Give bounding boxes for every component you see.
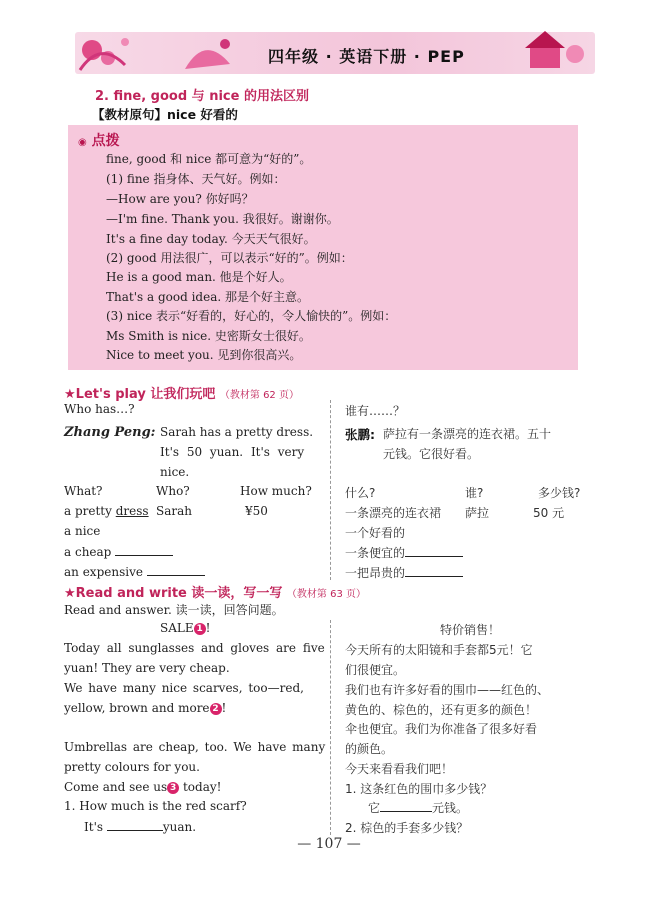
letsplay-heading: ★Let's play 让我们玩吧 （教材第 62 页） [64,387,299,402]
answer-blank[interactable] [115,544,173,556]
marker-1-icon: 1 [194,623,206,635]
passage-line: Umbrellas are cheap, too. We have many [64,740,326,754]
answer-blank[interactable] [147,564,205,576]
house-decoration-icon [510,26,590,76]
tip-line: It's a fine day today. 今天天气很好。 [106,232,316,246]
tip-line: (3) nice 表示“好看的，好心的，令人愉快的”。例如： [106,309,397,323]
col-header-what-cn: 什么? [345,486,376,500]
dialogue-line: It's 50 yuan. It's very [160,445,305,459]
answer-blank[interactable] [405,565,463,577]
passage-cn: 的颜色。 [345,742,394,756]
dialogue-line: nice. [160,465,190,479]
col-header-who-cn: 谁? [465,486,484,500]
passage-line: yuan! They are very cheap. [64,661,230,675]
col-header-what: What? [64,484,103,498]
passage-line: yellow, brown and more 2 ! [64,701,227,715]
col-header-howmuch: How much? [240,484,312,498]
dialogue-line: Sarah has a pretty dress. [160,425,314,439]
answer-blank[interactable] [380,800,432,812]
passage-cn: 今天来看看我们吧！ [345,762,454,776]
column-divider [330,400,331,580]
who-has-text: Who has…? [64,402,135,416]
tip-line: —I'm fine. Thank you. 我很好。谢谢你。 [106,212,339,226]
col-header-howmuch-cn: 多少钱? [538,486,581,500]
question-line: 1. How much is the red scarf? [64,799,247,813]
marker-2-icon: 2 [210,703,222,715]
tip-line: (1) fine 指身体、天气好。例如： [106,172,286,186]
passage-cn: 我们也有许多好看的围巾——红色的、 [345,683,550,697]
sale-title: SALE 1 ! [160,621,211,635]
question-cn: 2. 棕色的手套多少钱？ [345,821,469,835]
tip-title: ◉ 点拨 [78,133,120,149]
table-cell-cn: 萨拉 [465,506,490,520]
table-cell-price: ¥50 [245,504,268,518]
section-heading: 2. fine, good 与 nice 的用法区别 [95,89,309,104]
table-cell-cn: 一条漂亮的连衣裙 [345,506,442,520]
table-row: a nice [64,524,101,538]
sale-title-cn: 特价销售！ [440,623,501,637]
passage-line: We have many nice scarves, too—red, [64,681,304,695]
table-cell-who: Sarah [156,504,192,518]
speaker-name: Zhang Peng: [64,425,156,440]
table-row: a pretty dress [64,504,149,518]
passage-cn: 伞也便宜。我们为你准备了很多好看 [345,722,538,736]
bulb-icon: ◉ [78,137,87,148]
table-row: a cheap [64,544,173,559]
column-divider [330,620,331,835]
speaker-name-cn: 张鹏: [345,427,375,442]
col-header-who: Who? [156,484,190,498]
passage-cn: 们很便宜。 [345,663,406,677]
table-cell-cn: 50 元 [533,506,565,520]
passage-cn: 今天所有的太阳镜和手套都5元！它 [345,643,533,657]
tip-line: Ms Smith is nice. 史密斯女士很好。 [106,329,311,343]
answer-line: It's yuan. [84,820,197,834]
table-row: an expensive [64,564,205,579]
tip-line: —How are you? 你好吗？ [106,192,254,206]
table-row-cn: 一条便宜的 [345,544,463,561]
tip-line: Nice to meet you. 见到你很高兴。 [106,348,302,362]
readwrite-heading: ★Read and write 读一读，写一写 （教材第 63 页） [64,586,367,601]
flower-decoration-icon [70,20,150,80]
table-row-cn: 一个好看的 [345,526,406,540]
page-header-title: 四年级 · 英语下册 · PEP [268,47,465,66]
page-number: — 107 — [297,836,361,852]
source-sentence: 【教材原句】nice 好看的 [92,107,238,122]
dialogue-cn: 萨拉有一条漂亮的连衣裙。五十 [383,427,552,441]
marker-3-icon: 3 [167,782,179,794]
tip-line: That's a good idea. 那是个好主意。 [106,290,309,304]
tip-line: (2) good 用法很广，可以表示“好的”。例如： [106,251,353,265]
star-icon: ★ [64,586,76,601]
question-cn: 1. 这条红色的围巾多少钱？ [345,782,493,796]
passage-line: Come and see us 3 today! [64,780,222,794]
dialogue-cn: 元钱。它很好看。 [383,447,480,461]
tip-line: He is a good man. 他是个好人。 [106,270,292,284]
tip-line: fine, good 和 nice 都可意为“好的”。 [106,152,312,166]
passage-line: Today all sunglasses and gloves are five [64,641,325,655]
instruction: Read and answer. 读一读，回答问题。 [64,603,284,617]
passage-line: pretty colours for you. [64,760,200,774]
passage-cn: 黄色的、棕色的，还有更多的颜色！ [345,703,538,717]
star-icon: ★ [64,387,76,402]
answer-blank[interactable] [107,819,163,831]
table-row-cn: 一把昂贵的 [345,564,463,581]
who-has-cn: 谁有……？ [345,404,406,418]
leaf-decoration-icon [180,34,240,74]
answer-cn: 它 元钱。 [368,801,469,815]
answer-blank[interactable] [405,545,463,557]
